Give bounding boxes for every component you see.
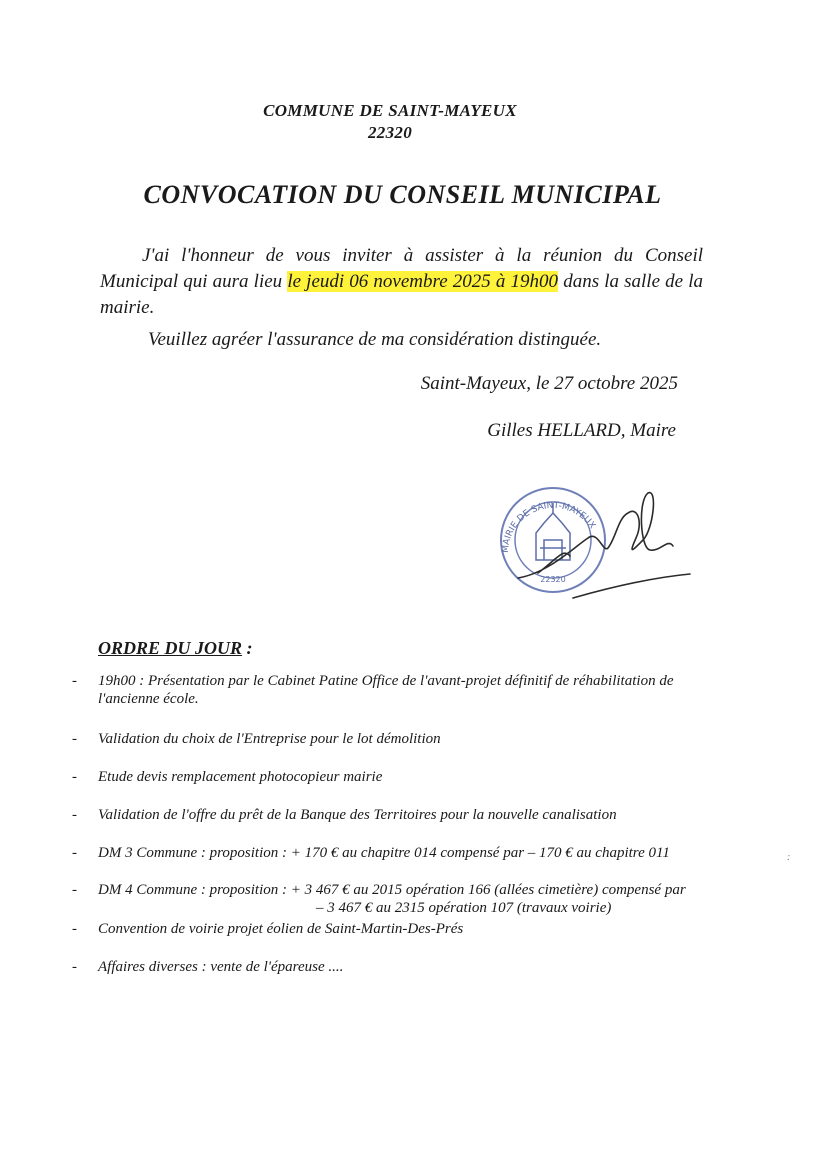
margin-mark: : xyxy=(787,852,791,863)
agenda-item-text: Validation de l'offre du prêt de la Banque des Territoires pour la nouvelle canalisation xyxy=(98,807,617,823)
signatory: Gilles HELLARD, Maire xyxy=(487,420,676,441)
document-title: CONVOCATION DU CONSEIL MUNICIPAL xyxy=(143,180,662,209)
agenda-bullet: - xyxy=(72,673,77,689)
agenda-bullet: - xyxy=(72,769,77,785)
agenda-heading-text: ORDRE DU JOUR xyxy=(98,638,243,658)
agenda-item-text: 19h00 : Présentation par le Cabinet Patine Office de l'avant-projet définitif de réhabilitation de xyxy=(98,673,674,689)
mayor-stamp-signature xyxy=(478,478,703,608)
agenda-item-text-continued: l'ancienne école. xyxy=(98,691,199,707)
agenda-item-text: Validation du choix de l'Entreprise pour le lot démolition xyxy=(98,731,441,747)
stamp-legend: MAIRIE DE SAINT-MAYEUX xyxy=(500,500,597,554)
agenda-item-text: DM 4 Commune : proposition : + 3 467 € au 2015 opération 166 (allées cimetière) compensé par xyxy=(98,882,686,898)
agenda-bullet: - xyxy=(72,731,77,747)
agenda-item-text: Convention de voirie projet éolien de Saint-Martin-Des-Prés xyxy=(98,921,464,937)
agenda-bullet: - xyxy=(72,807,77,823)
place-and-date: Saint-Mayeux, le 27 octobre 2025 xyxy=(420,373,678,394)
agenda-bullet: - xyxy=(72,882,77,898)
agenda-bullet: - xyxy=(72,845,77,861)
agenda-bullet: - xyxy=(72,921,77,937)
commune-postcode: 22320 xyxy=(368,123,412,142)
agenda-item-text-continued: – 3 467 € au 2315 opération 107 (travaux voirie) xyxy=(316,900,612,916)
agenda-item-text: Affaires diverses : vente de l'épareuse .... xyxy=(98,959,344,975)
meeting-date-highlight: le jeudi 06 novembre 2025 à 19h00 xyxy=(287,271,559,292)
agenda-item-text: Etude devis remplacement photocopieur mairie xyxy=(98,769,383,785)
agenda-bullet: - xyxy=(72,959,77,975)
commune-name: COMMUNE DE SAINT-MAYEUX xyxy=(263,101,517,120)
closing-formula: Veuillez agréer l'assurance de ma considération distinguée. xyxy=(148,329,602,350)
stamp-postcode: 22320 xyxy=(540,575,566,584)
agenda-heading-colon: : xyxy=(246,638,253,658)
letterhead xyxy=(0,100,780,144)
invitation-text-before: J'ai l'honneur de vous inviter à assister à la réunion du Conseil Municipal qui aura lieu xyxy=(100,245,703,292)
invitation-paragraph xyxy=(100,243,703,321)
agenda-item-text: DM 3 Commune : proposition : + 170 € au chapitre 014 compensé par – 170 € au chapitre 011 xyxy=(98,845,670,861)
agenda-heading xyxy=(98,638,253,659)
invitation-text-after: dans la salle de la mairie. xyxy=(100,271,703,318)
